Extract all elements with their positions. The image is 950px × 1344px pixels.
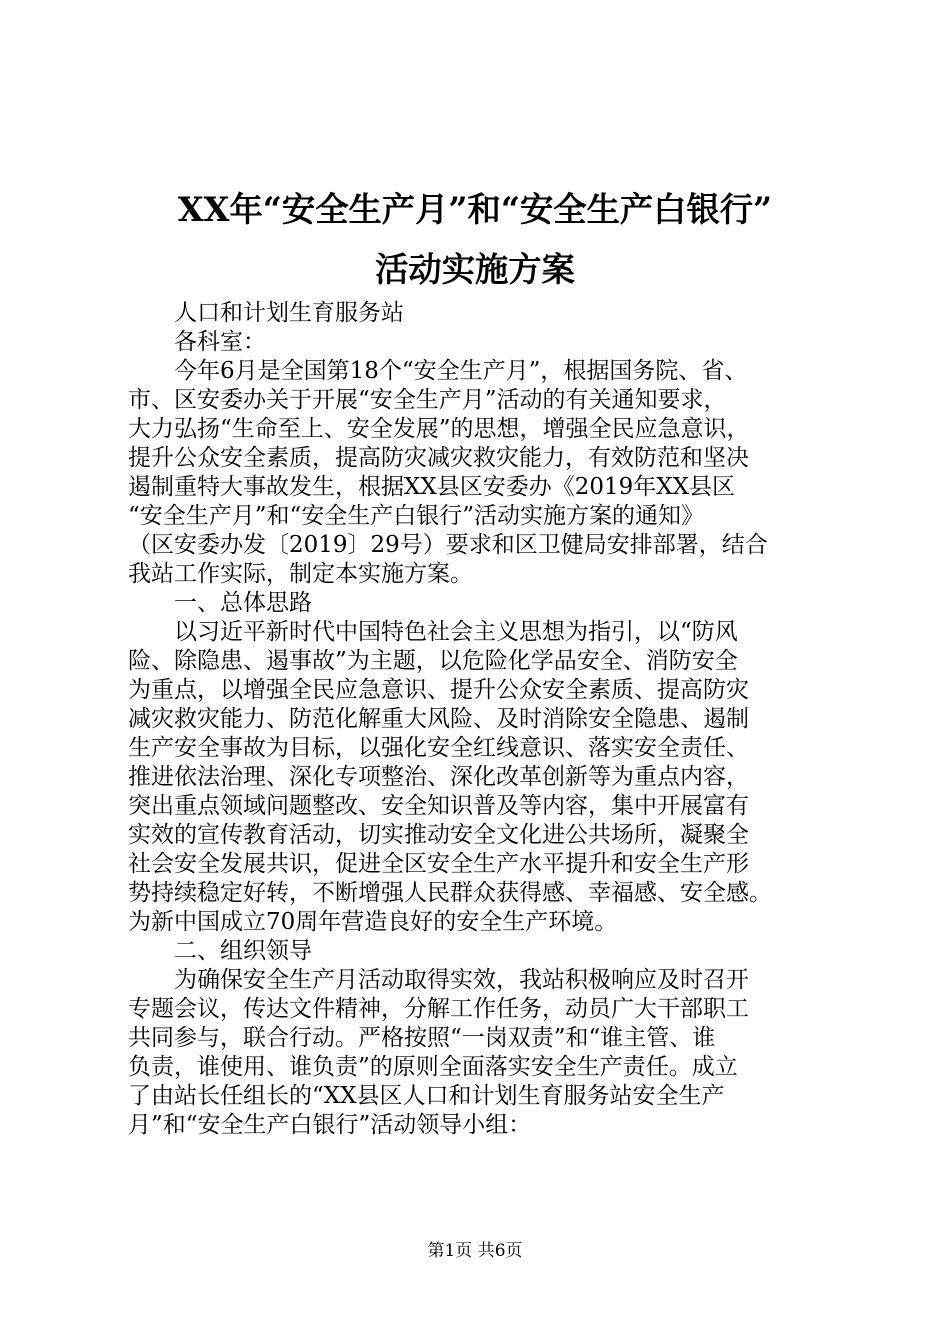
body-text-line: 遏制重特大事故发生，根据XX县区安委办《2019年XX县区 xyxy=(128,474,736,500)
body-text-line: 今年6月是全国第18个“安全生产月”，根据国务院、省、 xyxy=(128,358,748,384)
body-text-line: 实效的宣传教育活动，切实推动安全文化进公共场所，凝聚全 xyxy=(128,822,749,848)
body-text-line: 势持续稳定好转，不断增强人民群众获得感、幸福感、安全感。 xyxy=(128,880,772,906)
body-text-line: “安全生产月”和“安全生产白银行”活动实施方案的通知》 xyxy=(128,503,705,529)
body-text-line: 负责，谁使用、谁负责”的原则全面落实安全生产责任。成立 xyxy=(128,1054,738,1080)
body-text-line: 专题会议，传达文件精神，分解工作任务，动员广大干部职工 xyxy=(128,996,749,1022)
body-text-line: 社会安全发展共识，促进全区安全生产水平提升和安全生产形 xyxy=(128,851,749,877)
body-text-line: 为重点，以增强全民应急意识、提升公众安全素质、提高防灾 xyxy=(128,677,749,703)
body-text-line: 险、除隐患、遏事故”为主题，以危险化学品安全、消防安全 xyxy=(128,648,738,674)
page-footer: 第1页 共6页 xyxy=(427,1241,523,1261)
body-text-line: 为确保安全生产月活动取得实效，我站积极响应及时召开 xyxy=(128,967,749,993)
body-text-line: 一、总体思路 xyxy=(128,590,312,616)
document-title-line-1: XX年“安全生产月”和“安全生产白银行” xyxy=(177,190,773,229)
body-text-line: （区安委办发〔2019〕29号）要求和区卫健局安排部署，结合 xyxy=(128,532,768,558)
body-text-line: 月”和“安全生产白银行”活动领导小组： xyxy=(128,1112,532,1138)
body-text-line: 共同参与，联合行动。严格按照“一岗双责”和“谁主管、谁 xyxy=(128,1025,716,1051)
body-text-line: 人口和计划生育服务站 xyxy=(128,300,404,326)
body-text-line: 各科室： xyxy=(128,329,266,355)
body-text-line: 减灾救灾能力、防范化解重大风险、及时消除安全隐患、遏制 xyxy=(128,706,749,732)
body-text-line: 了由站长任组长的“XX县区人口和计划生育服务站安全生产 xyxy=(128,1083,725,1109)
body-text-line: 二、组织领导 xyxy=(128,938,312,964)
document-title-line-2: 活动实施方案 xyxy=(375,250,575,289)
body-text-line: 突出重点领域问题整改、安全知识普及等内容，集中开展富有 xyxy=(128,793,749,819)
body-text-line: 生产安全事故为目标，以强化安全红线意识、落实安全责任、 xyxy=(128,735,749,761)
body-text-line: 为新中国成立70周年营造良好的安全生产环境。 xyxy=(128,909,618,935)
body-text-line: 大力弘扬“生命至上、安全发展”的思想，增强全民应急意识， xyxy=(128,416,750,442)
body-text-line: 以习近平新时代中国特色社会主义思想为指引，以“防风 xyxy=(128,619,738,645)
body-text-line: 提升公众安全素质，提高防灾减灾救灾能力，有效防范和坚决 xyxy=(128,445,749,471)
body-text-line: 推进依法治理、深化专项整治、深化改革创新等为重点内容， xyxy=(128,764,749,790)
body-text-line: 市、区安委办关于开展“安全生产月”活动的有关通知要求， xyxy=(128,387,727,413)
body-text-line: 我站工作实际，制定本实施方案。 xyxy=(128,561,473,587)
document-body xyxy=(128,299,840,1140)
